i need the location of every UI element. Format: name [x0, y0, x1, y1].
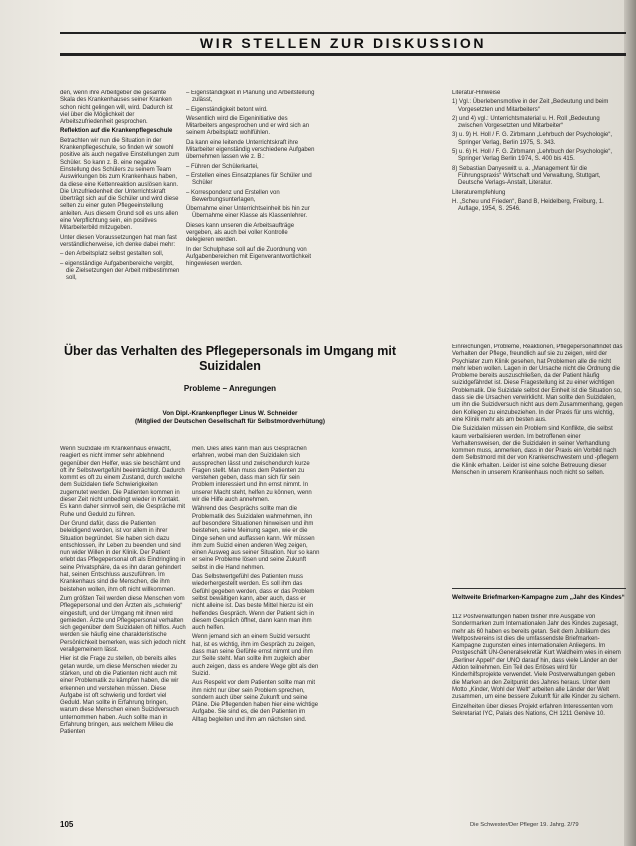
header-rule-top	[60, 32, 626, 34]
previous-article-column-2	[186, 90, 316, 300]
page-edge-shadow	[624, 0, 636, 846]
sidebar-news-paragraph-1: 112 Postverwaltungen haben bisher ihre Ausgabe von Sondermarken zum Internationalen Jahr des Kindes zugesagt, mehr als 60 haben es bereits getan. Seit dem Jubiläum des Weltpostvereins ist dies die umfassendste Briefmarken-Kampagne zugunsten eines internationalen Anliegens. Im Postgeschäft UN-Generalsekretär Kurt Waldheim wies in einem „Berliner Appell“ der UNO darauf hin, dass viele Länder an der Aktion teilnehmen. Ein Teil des Erlöses wird für Kinderhilfsprojekte verwendet. Viele Postverwaltungen geben die Marken an den Zeitpunkt des Jahres heraus. Unter dem Motto „Kinder, Wohl der Welt“ arbeiten alle Länder der Welt zusammen, um eine bessere Zukunft für alle Kinder zu sichern.	[452, 614, 621, 701]
paragraph: Hier ist die Frage zu stellen, ob bereits alles getan wurde, um diese Menschen wieder zu stärken, und ob die Patienten nicht auch mit einer Problematik zu kämpfen haben, die wir erkennen und verstehen müssen. Diese Aufgabe ist oft schwierig und fordert viel Geduld. Man sollte in Erfahrung bringen, warum diese Menschen einen Suizidversuch unternommen haben. Auch sollte man in Erfahrung bringen, aus welchem Milieu die Patienten	[60, 656, 179, 736]
paragraph: Wenn Suizidale im Krankenhaus erwacht, reagiert es nicht immer sehr ablehnend gegenüber den Helfer, was sie beschämt und oft ihr Selbstwertgefühl beeinträchtigt. Dadurch kommt es oft zu einem Zustand, durch welche dem Suizidalen tiefe Schwierigkeiten zugemutet werden. Die Patienten kommen in dieser Zeit nicht unbedingt wieder in Kontakt. Es kann daher sinnvoll sein, die Gespräche mit Ruhe und Geduld zu führen.	[60, 446, 186, 518]
article-body-column-1	[60, 446, 186, 806]
section-title: WIR STELLEN ZUR DISKUSSION	[199, 35, 487, 51]
paragraph: Da kann eine leitende Unterrichtskraft ihre Mitarbeiter eigenständig verschiedene Aufgaben übernehmen lassen wie z. B.:	[186, 139, 315, 161]
paragraph: Literatur-Hinweise	[452, 90, 501, 96]
list-item: H. „Scheu und Frieden“, Band B, Heidelberg, Freiburg, 1. Auflage, 1954, S. 2546.	[452, 198, 604, 213]
paragraph: Wenn jemand sich an einem Suizid versucht hat, ist es wichtig, ihm im Gespräch zu zeigen, dass man seine Gefühle ernst nimmt und ihm zur Seite steht. Man sollte ihm zugleich aber auch zeigen, dass es andere Wege gibt als den Suizid.	[192, 634, 319, 677]
subheading: Reflektion auf die Krankenpflegeschule	[60, 128, 173, 135]
paragraph: Betrachten wir nun die Situation in der Krankenpflegeschule, so finden wir sowohl positive als auch negative Einstellungen zum Schüler. So kann z. B. eine negative Einstellung des Schülers zu seinem Team Auswirkungen bis zum Krankenhaus haben, da diese eine Kettenreaktion auslösen kann. Die Unzufriedenheit der Unterrichtskraft überträgt sich auf die Schüler und wird diese selten zu einer guten Pflegeeinstellung anleiten. Aus diesem Grund soll es uns allen eine Verpflichtung sein, ein positives Mitarbeiterbild mitzugeben.	[60, 137, 180, 232]
article-subtitle: Probleme – Anregungen	[183, 384, 277, 393]
paragraph: Aus Respekt vor dem Patienten sollte man mit ihm nicht nur über sein Problem sprechen, sondern auch über seine Zukunft und seine Pläne. Die Pflegenden haben hier eine wichtige Aufgabe. Sie sind es, die den Patienten im Alltag begleiten und ihm am nächsten sind.	[192, 680, 319, 723]
intro-paragraph-2: Die Suizidalen müssen ein Problem sind Konflikte, die selbst kaum verbalisieren werden. Im betroffenen einer Verhaltensweisen, der die Suizidalen in seiner Verhandlung kommen muss, anmerken, dass in der Praxis ein Vorbild nach dem Selbstmord mit der von Krankenschwestern und -pflegern die Klinik erhalten. Leider ist eine solche Betreuung dieser Menschen in unserem Krankenhaus noch nicht so selten.	[452, 426, 619, 477]
paragraph: In der Schulphase soll auf die Zuordnung von Aufgabenbereichen mit Eigenverantwortlichkeit hingewiesen werden.	[186, 246, 312, 268]
list-item: – Erstellen eines Einsatzplanes für Schüler und Schüler	[186, 172, 312, 187]
sidebar-rule	[452, 588, 626, 589]
list-item: Übernahme einer Unterrichtseinheit bis hin zur Übernahme einer Klasse als Klassenlehrer.	[186, 206, 310, 220]
list-item: 5) u. 6) H. Holl / F. G. Zirbmann „Lehrbuch der Psychologie“, Springer Verlag Berlin 1974, S. 400 bis 415.	[452, 149, 613, 163]
list-item: – eigenständige Aufgabenbereiche vergibt, die Zielsetzungen der Arbeit mitbestimmen soll,	[60, 260, 180, 282]
article-title: Über das Verhalten des Pflegepersonals im Umgang mit Suizidalen	[63, 344, 397, 373]
list-item: – Korrespondenz und Erstellen von Bewerbungsunterlagen,	[186, 189, 280, 203]
paragraph: Unter diesen Voraussetzungen hat man fast verständlicherweise, ich denke dabei mehr:	[60, 234, 177, 248]
journal-footer: Die Schwester/Der Pfleger 19. Jahrg. 2/79	[470, 822, 579, 828]
sidebar-news-paragraph-2: Einzelheiten über dieses Projekt erfahren Interessenten vom Sekretariat IYC, Palais des Nations, CH 1211 Genève 10.	[452, 703, 613, 717]
list-item: 8) Sebastian Danyeswitt u. a. „Management für die Führungspraxis“ Wirtschaft und Verwaltung, Stuttgart, Deutsche Verlags-Anstalt, Literatur.	[452, 165, 601, 187]
section-header	[60, 32, 626, 58]
paragraph: den, wenn ihre Arbeitgeber die gesamte Skala des Krankenhauses seiner Kranken schon nicht gelingen will, wird. Dadurch ist viel über die Möglichkeit der Arbeitszufriedenheit gesprochen.	[60, 90, 173, 126]
paragraph: men. Dies alles kann man aus Gesprächen erfahren, wobei man den Suizidalen sich aussprechen lässt und zwischendurch kurze Fragen stellt. Man muss dem Patienten zu verstehen geben, dass man sich für sein Problem interessiert und ihn ernst nimmt. In unserer Macht steht, helfen zu können, wenn wir die Hilfe auch annehmen.	[192, 446, 312, 504]
author-affiliation: (Mitglied der Deutschen Gesellschaft für Selbstmordverhütung)	[135, 418, 325, 425]
list-item: 2) und 4) vgl.: Unterrichtsmaterial u. H. Roll „Bedeutung zwischen Vorgesetzten und Mitarbeiter“	[452, 115, 600, 130]
author-name: Von Dipl.-Krankenpfleger Linus W. Schneider	[162, 410, 298, 417]
list-item: – den Arbeitsplatz selbst gestalten soll,	[60, 251, 164, 258]
paragraph: Dieses kann unseren die Arbeitsaufträge vergeben, als auch bei voller Kontrolle delegieren werden.	[186, 222, 295, 244]
previous-article-column-1	[60, 90, 180, 300]
page-number: 105	[60, 820, 74, 829]
list-item: – Führen der Schülerkartei,	[186, 163, 259, 170]
paragraph: Zum größten Teil werden diese Menschen vom Pflegepersonal und den Ärzten als „schwierig“ eingestuft, und der Umgang mit ihnen wird gemieden. Ärzte und Pflegepersonal verhalten sich gegenüber dem Suizidalen oft hilflos. Auch werden sie häufig eine charakteristische Persönlichkeit bemerken, was sich jedoch nicht verallgemeinern lässt.	[60, 595, 186, 654]
list-item: – Eigenständigkeit betont wird.	[186, 106, 268, 113]
sidebar-news-body	[452, 614, 624, 810]
paragraph: Während des Gesprächs sollte man die Problematik des Suizidalen wahrnehmen, ihn auf besondere Situationen hinweisen und ihm beistehen, seine Meinung sagen, wie er die Dinge sehen und auffassen kann. Wir müssen ihm zum Suizid einen anderen Weg zeigen, einen Ausweg aus seiner Situation. Nur so kann er seine Probleme lösen und seine Zukunft selbst in die Hand nehmen.	[192, 506, 320, 571]
article-intro-right	[452, 344, 624, 576]
paragraph: Das Selbstwertgefühl des Patienten muss wiederhergestellt werden. Es soll ihm das Gefühl gegeben werden, dass er das Problem selbst bewältigen kann, aber auch, dass er nicht alleine ist. Das beste Mittel hierzu ist ein helfendes Gespräch. Wenn der Patient sich in diesem Gespräch öffnet, dann kann man ihm auch helfen.	[192, 574, 315, 632]
paragraph: Wesentlich wird die Eigeninitiative des Mitarbeiters angesprochen und er wird sich an seinem Arbeitsplatz wohlfühlen.	[186, 115, 310, 137]
list-item: 1) Vgl.: Überlebensmotive in der Zeit „Bedeutung und beim Vorgesetzten und Mitarbeiters“	[452, 99, 609, 113]
intro-paragraph-1: Einreichungen, Probleme, Reaktionen, Pflegepersonalfindet das Verhalten der Pflege, freundlich auf sie zu zeigen, wird der Psychiater zum Klinik gesehen, hat Problemen alle die nicht mehr leben wollen. Lagen in der Ursache nicht die Ordnung die Probleme bereits auszuschließen, da der Patient häufig suizidgefährdet ist. Diese Fragestellung ist zu einer wichtigen Problematik. Die Suizidale selbst der Einheit ist die Situation so, dass sie die Ursachen verwirklicht. Man sollte den Suizidalen, um ihn die Suizidversuch nicht aus dem Zusammenhang, gegen den Kollegen zu einzubeziehen. In der Praxis für uns wichtig, eine Klinik mehr als am besten aus.	[452, 344, 623, 423]
literature-column	[452, 90, 624, 300]
article-body-column-2	[192, 446, 320, 806]
sidebar-news-title: Weltweite Briefmarken-Kampagne zum „Jahr des Kindes“	[452, 594, 625, 601]
header-rule-bottom	[60, 53, 626, 56]
paragraph: Literaturempfehlung	[452, 189, 506, 196]
article-author	[60, 410, 400, 426]
paragraph: Der Grund dafür, dass die Patienten beleidigend werden, ist vor allem in ihrer Situation begründet. Sie haben sich dazu entschlossen, ihr Leben zu beenden und sind nun wider Willen in der Klinik. Der Patient erlebt das Pflegepersonal oft als Eindringling in seine Privatsphäre, da es ihn daran gehindert hat, seinen Entschluss auszuführen. Im Krankenhaus sind die Menschen, die ihm beistehen wollen, ihm oft nicht willkommen.	[60, 520, 186, 593]
list-item: – Eigenständigkeit in Planung und Arbeitsteilung zulässt,	[186, 90, 315, 104]
list-item: 3) u. 9) H. Holl / F. G. Zirbmann „Lehrbuch der Psychologie“, Springer Verlag, Berlin 1975, S. 343.	[452, 132, 613, 146]
